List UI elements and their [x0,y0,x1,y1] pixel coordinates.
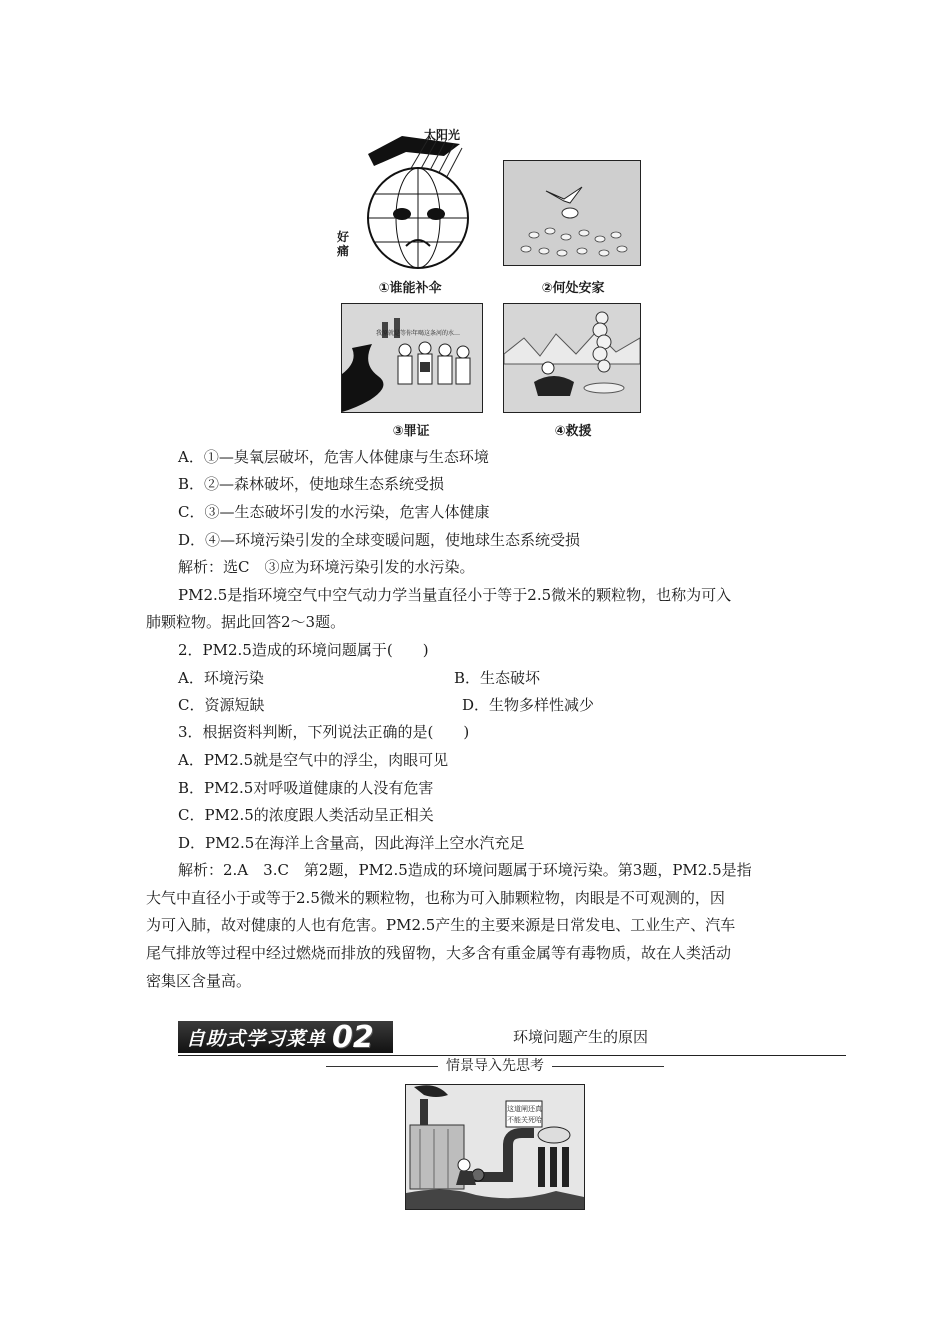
factory-pipe-illustration [406,1085,584,1209]
intro-line-2: 肺颗粒物。据此回答2～3题。 [146,613,346,631]
label-sun: 太阳光 [424,128,461,142]
analysis-line-2: 大气中直径小于或等于2.5微米的颗粒物，也称为可入肺颗粒物，肉眼是不可观测的，因 [146,889,725,907]
figure-evidence [341,303,483,413]
q2-stem: 2．PM2.5造成的环境问题属于( ) [178,641,429,659]
section-title: 环境问题产生的原因 [513,1028,649,1046]
q2-option-a: A．环境污染 [178,669,264,687]
q1-option-b: B．②—森林破坏，使地球生态系统受损 [178,475,445,493]
figure-bird-home [503,160,641,266]
figure-caption-3: ③罪证 [392,424,430,439]
q3-option-a: A．PM2.5就是空气中的浮尘，肉眼可见 [178,751,449,769]
q3-option-d: D．PM2.5在海洋上含量高，因此海洋上空水汽充足 [178,834,525,852]
figure-caption-4: ④救援 [554,424,592,439]
factory-cartoon [405,1084,585,1210]
intro-line-1: PM2.5是指环境空气中空气动力学当量直径小于等于2.5微米的颗粒物，也称为可入 [178,586,732,604]
analysis-line-1: 解析：2.A 3.C 第2题，PM2.5造成的环境问题属于环境污染。第3题，PM2.5是指 [178,861,752,879]
section-banner [178,1021,393,1053]
subtitle-dash-right [552,1066,664,1067]
q1-option-a: A．①—臭氧层破坏，危害人体健康与生态环境 [178,448,489,466]
q2-option-b: B．生态破坏 [454,669,541,687]
subtitle-dash-left [326,1066,438,1067]
section-subtitle: 情景导入先思考 [446,1058,544,1074]
ozone-earth-illustration [340,122,478,272]
polluted-river-illustration [342,304,482,412]
bird-stumps-illustration [504,161,640,265]
label-pain: 好痛 [337,230,350,258]
q3-option-b: B．PM2.5对呼吸道健康的人没有危害 [178,779,434,797]
figure-3-banner-text: 我原就是等你年喝这条河的水… [376,330,461,337]
q1-option-d: D．④—环境污染引发的全球变暖问题，使地球生态系统受损 [178,531,581,549]
cartoon-bubble-line-1: 这道闸还真 [507,1105,542,1113]
cartoon-bubble-line-2: 不能关死哈 [507,1116,542,1124]
figure-caption-1: ①谁能补伞 [378,281,442,296]
q1-answer: 解析：选C ③应为环境污染引发的水污染。 [178,558,475,576]
figure-caption-2: ②何处安家 [541,281,605,296]
analysis-line-3: 为可入肺，故对健康的人也有危害。PM2.5产生的主要来源是日常发电、工业生产、汽车 [146,916,736,934]
section-banner-number: 02 [332,1019,374,1055]
rescue-illustration [504,304,640,412]
figure-ozone [337,122,478,272]
q3-stem: 3．根据资料判断，下列说法正确的是( ) [178,723,470,741]
q2-option-c: C．资源短缺 [178,696,265,714]
section-banner-text: 自助式学习菜单 [186,1027,327,1050]
figure-rescue [503,303,641,413]
analysis-line-5: 密集区含量高。 [146,972,252,990]
analysis-line-4: 尾气排放等过程中经过燃烧而排放的残留物，大多含有重金属等有毒物质，故在人类活动 [146,944,732,962]
subtitle-row [310,1056,680,1076]
q1-option-c: C．③—生态破坏引发的水污染，危害人体健康 [178,503,490,521]
q3-option-c: C．PM2.5的浓度跟人类活动呈正相关 [178,806,434,824]
q2-option-d: D．生物多样性减少 [462,696,595,714]
